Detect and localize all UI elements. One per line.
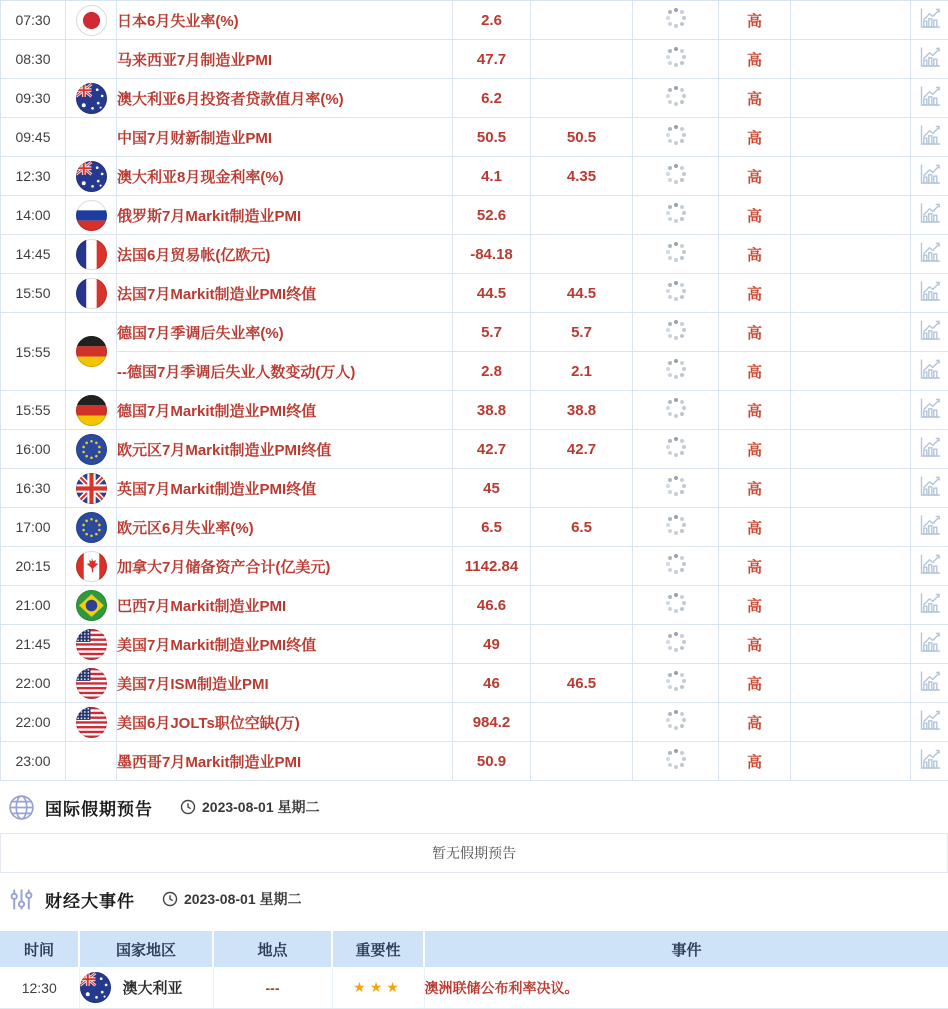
importance-high: 高	[719, 79, 791, 118]
loading-spinner	[674, 484, 678, 488]
calendar-row	[1, 40, 948, 79]
calendar-row	[1, 118, 948, 157]
extra-cell	[791, 40, 911, 79]
holiday-section-header	[8, 792, 948, 822]
event-name[interactable]: 美国7月ISM制造业PMI	[117, 664, 453, 703]
extra-cell	[791, 196, 911, 235]
time-cell: 14:00	[1, 196, 66, 235]
loading-spinner	[674, 601, 678, 605]
usa-flag-icon	[66, 703, 117, 742]
event-name[interactable]: 中国7月财新制造业PMI	[117, 118, 453, 157]
pending-cell	[633, 547, 719, 586]
event-country-cell	[79, 967, 213, 1009]
empty-flag-cell	[66, 40, 117, 79]
extra-cell	[791, 1, 911, 40]
pending-cell	[633, 586, 719, 625]
event-name[interactable]: 巴西7月Markit制造业PMI	[117, 586, 453, 625]
event-name[interactable]: 德国7月Markit制造业PMI终值	[117, 391, 453, 430]
actual-value: 2.8	[453, 352, 531, 391]
pending-cell	[633, 274, 719, 313]
bar-chart-icon[interactable]	[918, 553, 942, 575]
actual-value: 42.7	[453, 430, 531, 469]
events-section-date	[162, 889, 302, 909]
loading-spinner	[674, 367, 678, 371]
event-row	[0, 967, 948, 1009]
forecast-value	[531, 196, 633, 235]
calendar-row	[1, 742, 948, 781]
importance-high: 高	[719, 313, 791, 352]
time-cell: 16:30	[1, 469, 66, 508]
extra-cell	[791, 352, 911, 391]
calendar-row	[1, 586, 948, 625]
importance-high: 高	[719, 625, 791, 664]
importance-high: 高	[719, 40, 791, 79]
bar-chart-icon[interactable]	[918, 475, 942, 497]
time-cell: 20:15	[1, 547, 66, 586]
event-name[interactable]: 美国7月Markit制造业PMI终值	[117, 625, 453, 664]
time-cell: 21:00	[1, 586, 66, 625]
importance-high: 高	[719, 157, 791, 196]
actual-value: 46.6	[453, 586, 531, 625]
germany-flag-icon	[66, 391, 117, 430]
pending-cell	[633, 430, 719, 469]
loading-spinner	[674, 406, 678, 410]
calendar-row	[1, 430, 948, 469]
bar-chart-icon[interactable]	[918, 280, 942, 302]
loading-spinner	[674, 640, 678, 644]
event-name[interactable]: 欧元区6月失业率(%)	[117, 508, 453, 547]
importance-high: 高	[719, 547, 791, 586]
event-name[interactable]: 澳大利亚8月现金利率(%)	[117, 157, 453, 196]
chart-cell	[911, 664, 948, 703]
loading-spinner	[674, 211, 678, 215]
star-icon: ★★★	[353, 979, 403, 995]
bar-chart-icon[interactable]	[918, 358, 942, 380]
pending-cell	[633, 235, 719, 274]
pending-cell	[633, 703, 719, 742]
importance-high: 高	[719, 664, 791, 703]
actual-value: 6.5	[453, 508, 531, 547]
actual-value: 6.2	[453, 79, 531, 118]
chart-cell	[911, 430, 948, 469]
extra-cell	[791, 742, 911, 781]
pending-cell	[633, 391, 719, 430]
actual-value: 47.7	[453, 40, 531, 79]
chart-cell	[911, 352, 948, 391]
chart-cell	[911, 196, 948, 235]
forecast-value	[531, 625, 633, 664]
actual-value: 5.7	[453, 313, 531, 352]
importance-high: 高	[719, 118, 791, 157]
bar-chart-icon[interactable]	[918, 436, 942, 458]
event-name[interactable]: 日本6月失业率(%)	[117, 1, 453, 40]
russia-flag-icon	[66, 196, 117, 235]
calendar-row	[1, 313, 948, 352]
time-cell: 08:30	[1, 40, 66, 79]
loading-spinner	[674, 133, 678, 137]
chart-cell	[911, 118, 948, 157]
loading-spinner	[674, 250, 678, 254]
time-cell: 09:30	[1, 79, 66, 118]
calendar-row	[1, 391, 948, 430]
events-col-event: 事件	[424, 931, 948, 967]
forecast-value: 6.5	[531, 508, 633, 547]
germany-flag-icon	[66, 313, 117, 391]
importance-high: 高	[719, 1, 791, 40]
bar-chart-icon[interactable]	[918, 124, 942, 146]
actual-value: 50.9	[453, 742, 531, 781]
forecast-value: 5.7	[531, 313, 633, 352]
extra-cell	[791, 157, 911, 196]
loading-spinner	[674, 94, 678, 98]
loading-spinner	[674, 679, 678, 683]
importance-high: 高	[719, 508, 791, 547]
importance-stars	[332, 967, 424, 1009]
actual-value: 52.6	[453, 196, 531, 235]
calendar-row	[1, 469, 948, 508]
globe-icon	[8, 794, 35, 821]
extra-cell	[791, 703, 911, 742]
time-cell: 17:00	[1, 508, 66, 547]
pending-cell	[633, 625, 719, 664]
sliders-icon	[8, 886, 35, 913]
actual-value: 2.6	[453, 1, 531, 40]
events-col-location: 地点	[213, 931, 332, 967]
extra-cell	[791, 664, 911, 703]
australia-flag-icon	[66, 157, 117, 196]
canada-flag-icon	[66, 547, 117, 586]
pending-cell	[633, 1, 719, 40]
calendar-row	[1, 196, 948, 235]
calendar-row	[1, 274, 948, 313]
pending-cell	[633, 469, 719, 508]
time-cell: 21:45	[1, 625, 66, 664]
bar-chart-icon[interactable]	[918, 631, 942, 653]
event-name[interactable]: 法国7月Markit制造业PMI终值	[117, 274, 453, 313]
forecast-value: 42.7	[531, 430, 633, 469]
pending-cell	[633, 742, 719, 781]
eu-flag-icon	[66, 508, 117, 547]
forecast-value: 46.5	[531, 664, 633, 703]
extra-cell	[791, 586, 911, 625]
forecast-value: 2.1	[531, 352, 633, 391]
uk-flag-icon	[66, 469, 117, 508]
bar-chart-icon[interactable]	[918, 592, 942, 614]
importance-high: 高	[719, 742, 791, 781]
forecast-value	[531, 742, 633, 781]
extra-cell	[791, 547, 911, 586]
actual-value: 44.5	[453, 274, 531, 313]
importance-high: 高	[719, 430, 791, 469]
holiday-section-title: 国际假期预告	[45, 799, 153, 819]
events-section-title: 财经大事件	[45, 891, 135, 911]
actual-value: 49	[453, 625, 531, 664]
actual-value: 46	[453, 664, 531, 703]
pending-cell	[633, 508, 719, 547]
time-cell: 16:00	[1, 430, 66, 469]
pending-cell	[633, 79, 719, 118]
pending-cell	[633, 118, 719, 157]
event-name[interactable]: --德国7月季调后失业人数变动(万人)	[117, 352, 453, 391]
event-name[interactable]: 加拿大7月储备资产合计(亿美元)	[117, 547, 453, 586]
bar-chart-icon[interactable]	[918, 748, 942, 770]
events-section-header	[8, 884, 948, 914]
events-col-importance: 重要性	[332, 931, 424, 967]
calendar-row	[1, 157, 948, 196]
forecast-value	[531, 40, 633, 79]
country-name: 澳大利亚	[122, 980, 183, 997]
holiday-empty-box	[0, 833, 948, 873]
calendar-row	[1, 664, 948, 703]
event-name[interactable]: 俄罗斯7月Markit制造业PMI	[117, 196, 453, 235]
pending-cell	[633, 196, 719, 235]
time-cell: 07:30	[1, 1, 66, 40]
time-cell: 15:55	[1, 391, 66, 430]
chart-cell	[911, 235, 948, 274]
time-cell: 15:55	[1, 313, 66, 391]
australia-flag-icon	[80, 972, 111, 1003]
events-date-text: 2023-08-01 星期二	[184, 891, 302, 907]
usa-flag-icon	[66, 625, 117, 664]
chart-cell	[911, 469, 948, 508]
importance-high: 高	[719, 391, 791, 430]
bar-chart-icon[interactable]	[918, 85, 942, 107]
japan-flag-icon	[66, 1, 117, 40]
eu-flag-icon	[66, 430, 117, 469]
calendar-row	[1, 79, 948, 118]
forecast-value	[531, 703, 633, 742]
bar-chart-icon[interactable]	[918, 397, 942, 419]
actual-value: 984.2	[453, 703, 531, 742]
loading-spinner	[674, 328, 678, 332]
major-events-table	[0, 931, 948, 1009]
extra-cell	[791, 79, 911, 118]
clock-icon	[180, 799, 196, 815]
time-cell: 22:00	[1, 703, 66, 742]
usa-flag-icon	[66, 664, 117, 703]
event-name[interactable]: 澳大利亚6月投资者贷款值月率(%)	[117, 79, 453, 118]
extra-cell	[791, 118, 911, 157]
calendar-row	[1, 508, 948, 547]
loading-spinner	[674, 55, 678, 59]
france-flag-icon	[66, 235, 117, 274]
event-name[interactable]: 欧元区7月Markit制造业PMI终值	[117, 430, 453, 469]
event-name[interactable]: 美国6月JOLTs职位空缺(万)	[117, 703, 453, 742]
actual-value: 45	[453, 469, 531, 508]
extra-cell	[791, 508, 911, 547]
loading-spinner	[674, 718, 678, 722]
chart-cell	[911, 625, 948, 664]
pending-cell	[633, 157, 719, 196]
loading-spinner	[674, 562, 678, 566]
loading-spinner	[674, 172, 678, 176]
time-cell: 14:45	[1, 235, 66, 274]
chart-cell	[911, 742, 948, 781]
forecast-value	[531, 1, 633, 40]
forecast-value	[531, 235, 633, 274]
bar-chart-icon[interactable]	[918, 319, 942, 341]
chart-cell	[911, 391, 948, 430]
event-location: ---	[213, 967, 332, 1009]
bar-chart-icon[interactable]	[918, 709, 942, 731]
time-cell: 09:45	[1, 118, 66, 157]
loading-spinner	[674, 289, 678, 293]
chart-cell	[911, 586, 948, 625]
event-name[interactable]: 法国6月贸易帐(亿欧元)	[117, 235, 453, 274]
forecast-value: 44.5	[531, 274, 633, 313]
calendar-row	[1, 625, 948, 664]
clock-icon	[162, 891, 178, 907]
extra-cell	[791, 274, 911, 313]
bar-chart-icon[interactable]	[918, 46, 942, 68]
event-name[interactable]: 墨西哥7月Markit制造业PMI	[117, 742, 453, 781]
importance-high: 高	[719, 703, 791, 742]
chart-cell	[911, 547, 948, 586]
loading-spinner	[674, 757, 678, 761]
extra-cell	[791, 469, 911, 508]
bar-chart-icon[interactable]	[918, 670, 942, 692]
time-cell: 22:00	[1, 664, 66, 703]
extra-cell	[791, 625, 911, 664]
chart-cell	[911, 157, 948, 196]
loading-spinner	[674, 523, 678, 527]
australia-flag-icon	[66, 79, 117, 118]
calendar-row	[1, 703, 948, 742]
actual-value: 50.5	[453, 118, 531, 157]
bar-chart-icon[interactable]	[918, 514, 942, 536]
pending-cell	[633, 352, 719, 391]
pending-cell	[633, 313, 719, 352]
actual-value: 1142.84	[453, 547, 531, 586]
extra-cell	[791, 235, 911, 274]
forecast-value: 38.8	[531, 391, 633, 430]
extra-cell	[791, 391, 911, 430]
importance-high: 高	[719, 352, 791, 391]
events-header-row	[0, 931, 948, 967]
event-name[interactable]: 马来西亚7月制造业PMI	[117, 40, 453, 79]
loading-spinner	[674, 16, 678, 20]
france-flag-icon	[66, 274, 117, 313]
calendar-row	[1, 235, 948, 274]
loading-spinner	[674, 445, 678, 449]
importance-high: 高	[719, 469, 791, 508]
importance-high: 高	[719, 235, 791, 274]
chart-cell	[911, 40, 948, 79]
holiday-date-text: 2023-08-01 星期二	[202, 799, 320, 815]
time-cell: 12:30	[1, 157, 66, 196]
empty-flag-cell	[66, 118, 117, 157]
time-cell: 15:50	[1, 274, 66, 313]
pending-cell	[633, 40, 719, 79]
calendar-row	[1, 1, 948, 40]
bar-chart-icon[interactable]	[918, 241, 942, 263]
extra-cell	[791, 430, 911, 469]
forecast-value: 50.5	[531, 118, 633, 157]
bar-chart-icon[interactable]	[918, 163, 942, 185]
chart-cell	[911, 79, 948, 118]
importance-high: 高	[719, 586, 791, 625]
chart-cell	[911, 274, 948, 313]
calendar-subrow	[1, 352, 948, 391]
events-col-time: 时间	[0, 931, 79, 967]
events-col-country: 国家地区	[79, 931, 213, 967]
chart-cell	[911, 313, 948, 352]
importance-high: 高	[719, 274, 791, 313]
calendar-row	[1, 547, 948, 586]
event-time-cell: 12:30	[0, 967, 79, 1009]
event-name[interactable]: 英国7月Markit制造业PMI终值	[117, 469, 453, 508]
forecast-value	[531, 586, 633, 625]
forecast-value	[531, 469, 633, 508]
chart-cell	[911, 508, 948, 547]
holiday-empty-message: 暂无假期预告	[432, 845, 516, 861]
time-cell: 23:00	[1, 742, 66, 781]
brazil-flag-icon	[66, 586, 117, 625]
extra-cell	[791, 313, 911, 352]
holiday-section-date	[180, 797, 320, 817]
actual-value: -84.18	[453, 235, 531, 274]
event-description[interactable]: 澳洲联储公布利率决议。	[424, 967, 948, 1009]
actual-value: 38.8	[453, 391, 531, 430]
bar-chart-icon[interactable]	[918, 7, 942, 29]
forecast-value	[531, 79, 633, 118]
empty-flag-cell	[66, 742, 117, 781]
bar-chart-icon[interactable]	[918, 202, 942, 224]
event-name[interactable]: 德国7月季调后失业率(%)	[117, 313, 453, 352]
chart-cell	[911, 703, 948, 742]
forecast-value	[531, 547, 633, 586]
chart-cell	[911, 1, 948, 40]
pending-cell	[633, 664, 719, 703]
forecast-value: 4.35	[531, 157, 633, 196]
importance-high: 高	[719, 196, 791, 235]
actual-value: 4.1	[453, 157, 531, 196]
